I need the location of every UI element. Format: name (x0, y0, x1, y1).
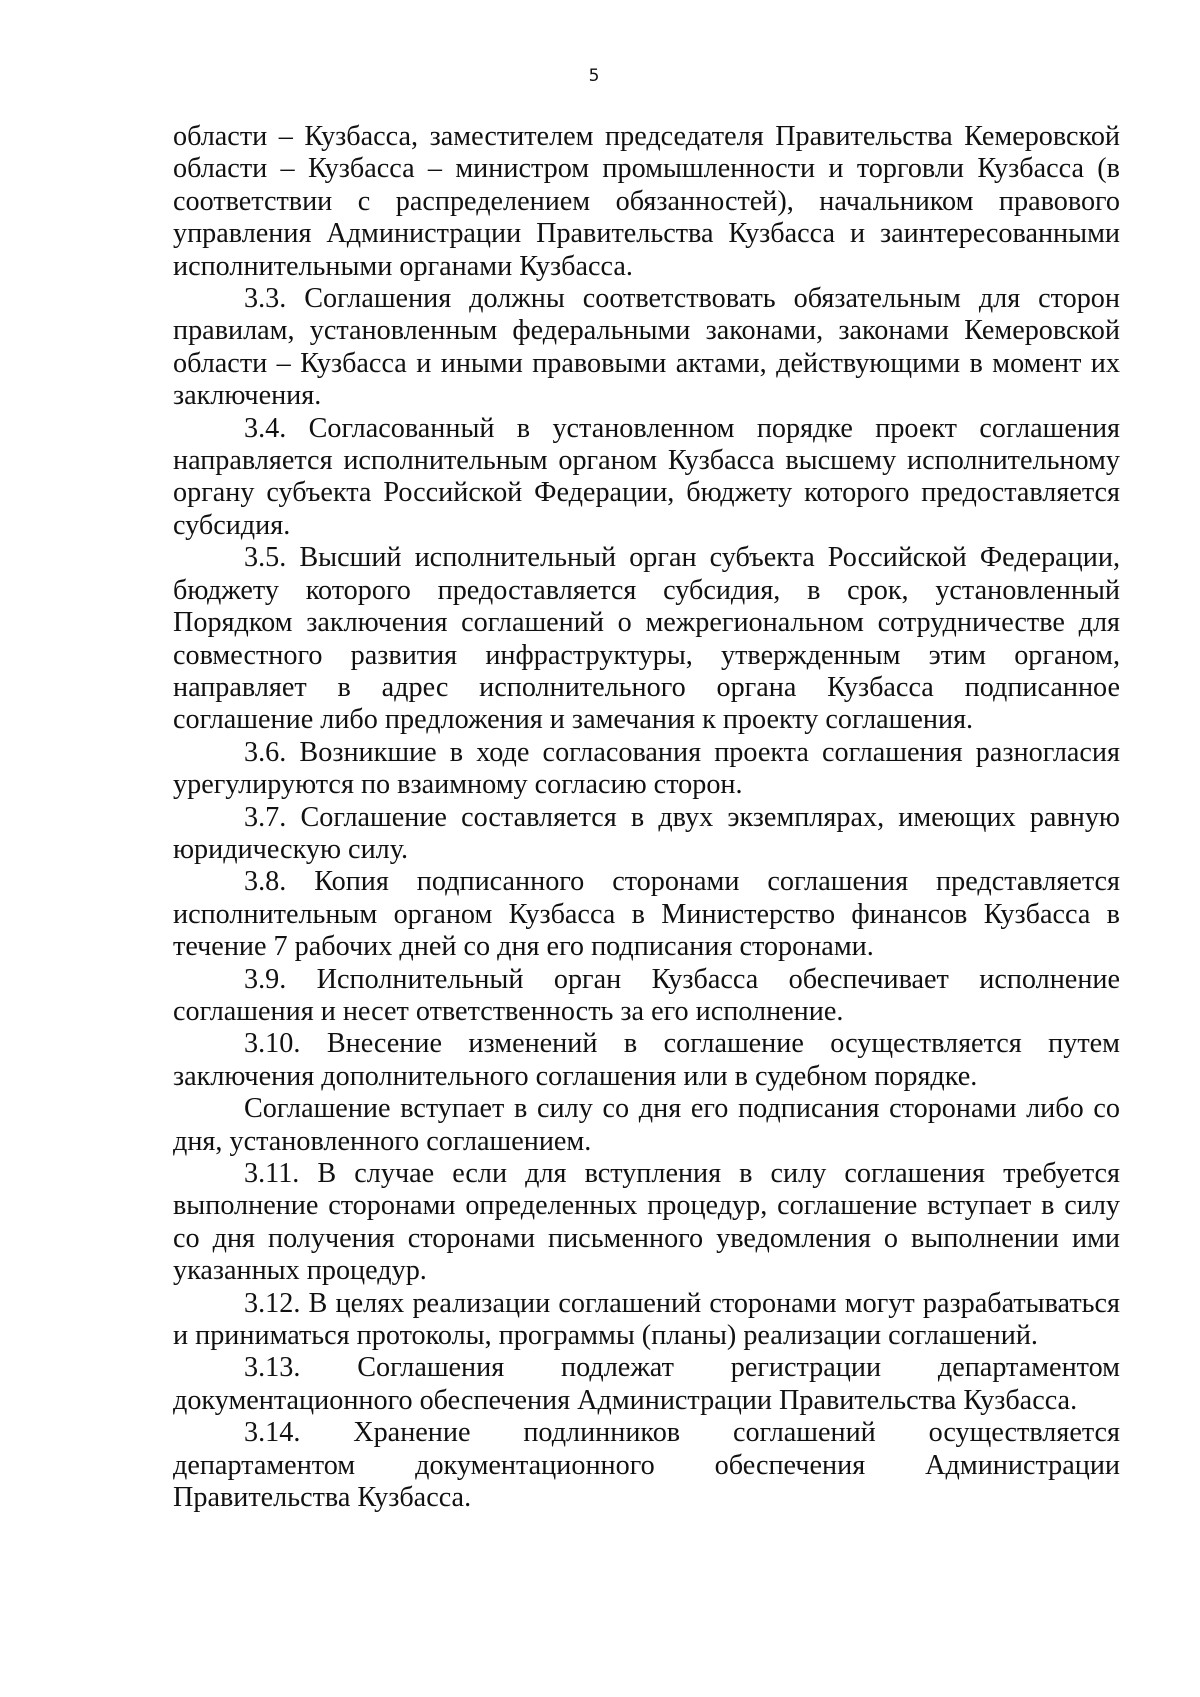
paragraph-entry-into-force: Соглашение вступает в силу со дня его подписания сторонами либо со дня, установленного соглашением. (173, 1093, 1120, 1157)
paragraph-3-14: 3.14. Хранение подлинников соглашений осуществляется департаментом документационного обеспечения Администрации Правительства Кузбасса. (173, 1417, 1120, 1514)
page-number: 5 (588, 66, 600, 86)
paragraph-3-8: 3.8. Копия подписанного сторонами соглашения представляется исполнительным органом Кузбасса в Министерство финансов Кузбасса в течение 7 рабочих дней со дня его подписания сторонами. (173, 866, 1120, 963)
paragraph-3-7: 3.7. Соглашение составляется в двух экземплярах, имеющих равную юридическую силу. (173, 801, 1120, 865)
paragraph-3-13: 3.13. Соглашения подлежат регистрации департаментом документационного обеспечения Администрации Правительства Кузбасса. (173, 1352, 1120, 1416)
paragraph-3-12: 3.12. В целях реализации соглашений сторонами могут разрабатываться и приниматься протоколы, программы (планы) реализации соглашений. (173, 1287, 1120, 1352)
paragraph-3-9: 3.9. Исполнительный орган Кузбасса обеспечивает исполнение соглашения и несет ответственность за его исполнение. (173, 963, 1120, 1027)
paragraph-3-10: 3.10. Внесение изменений в соглашение осуществляется путем заключения дополнительного соглашения или в судебном порядке. (173, 1028, 1120, 1092)
paragraph-continuation: области – Кузбасса, заместителем председателя Правительства Кемеровской области – Кузбасса – министром промышленности и торговли Кузбасса (в соответствии с распределением обязанностей), начальником правового управления Администрации Правительства Кузбасса и заинтересованными исполнительными органами Кузбасса. (173, 121, 1120, 282)
paragraph-3-5: 3.5. Высший исполнительный орган субъекта Российской Федерации, бюджету которого предоставляется субсидия, в срок, установленный Порядком заключения соглашений о межрегиональном сотрудничестве для совместного развития инфраструктуры, утвержденным этим органом, направляет в адрес исполнительного органа Кузбасса подписанное соглашение либо предложения и замечания к проекту соглашения. (173, 542, 1120, 736)
document-body (173, 121, 1120, 1514)
paragraph-3-6: 3.6. Возникшие в ходе согласования проекта соглашения разногласия урегулируются по взаимному согласию сторон. (173, 736, 1120, 801)
paragraph-3-3: 3.3. Соглашения должны соответствовать обязательным для сторон правилам, установленным федеральными законами, законами Кемеровской области – Кузбасса и иными правовыми актами, действующими в момент их заключения. (173, 283, 1120, 412)
paragraph-3-4: 3.4. Согласованный в установленном порядке проект соглашения направляется исполнительным органом Кузбасса высшему исполнительному органу субъекта Российской Федерации, бюджету которого предоставляется субсидия. (173, 412, 1120, 541)
paragraph-3-11: 3.11. В случае если для вступления в силу соглашения требуется выполнение сторонами определенных процедур, соглашение вступает в силу со дня получения сторонами письменного уведомления о выполнении ими указанных процедур. (173, 1158, 1120, 1287)
